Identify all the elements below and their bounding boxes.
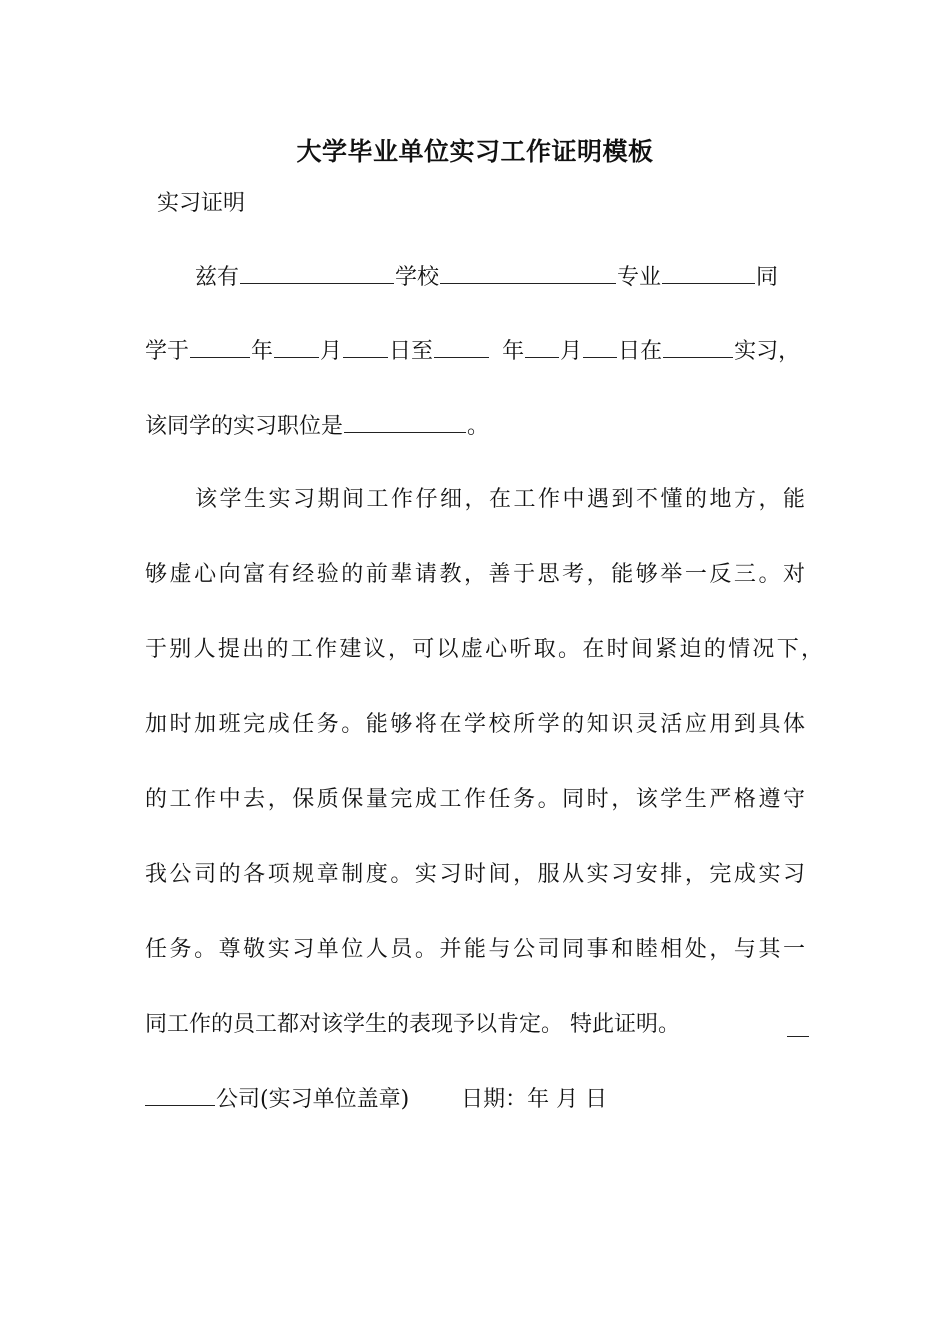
name-blank[interactable] — [240, 261, 394, 284]
paragraph-line-5: 的工作中去，保质保量完成工作任务。同时，该学生严格遵守 — [145, 787, 805, 812]
paragraph-line-1: 该学生实习期间工作仔细，在工作中遇到不懂的地方，能 — [195, 487, 805, 512]
intern-end-label: 实习， — [734, 339, 801, 364]
closing-text: 同工作的员工都对该学生的表现予以肯定。 特此证明。 — [145, 1012, 680, 1037]
paragraph-line-3: 于别人提出的工作建议，可以虚心听取。在时间紧迫的情况下， — [145, 637, 823, 662]
position-prefix: 该同学的实习职位是 — [145, 414, 344, 439]
day-at-label: 日在 — [618, 339, 663, 364]
month-label-2: 月 — [560, 339, 583, 364]
position-end: 。 — [467, 414, 490, 439]
fill-in-line-2 — [145, 335, 825, 367]
month-label: 月 — [320, 339, 343, 364]
start-year-blank[interactable] — [190, 335, 250, 358]
end-day-blank[interactable] — [583, 335, 617, 358]
school-blank[interactable] — [440, 261, 616, 284]
classmate-label: 同 — [756, 265, 779, 290]
fill-in-line-1 — [195, 261, 825, 293]
school-label: 学校 — [395, 265, 440, 290]
paragraph-line-2: 够虚心向富有经验的前辈请教，善于思考，能够举一反三。对 — [145, 562, 805, 587]
signature-line — [145, 1083, 825, 1115]
end-month-blank[interactable] — [525, 335, 559, 358]
end-year-blank[interactable] — [434, 335, 489, 358]
paragraph-line-4: 加时加班完成任务。能够将在学校所学的知识灵活应用到具体 — [145, 712, 805, 737]
document-subtitle: 实习证明 — [157, 191, 246, 216]
company-blank-start[interactable] — [787, 1014, 809, 1037]
start-month-blank[interactable] — [274, 335, 319, 358]
intro-prefix: 兹有 — [195, 265, 240, 290]
fill-in-line-3 — [145, 410, 825, 442]
date-label: 日期：年 月 日 — [461, 1087, 608, 1112]
start-day-blank[interactable] — [343, 335, 388, 358]
major-blank[interactable] — [662, 261, 755, 284]
closing-line — [145, 1010, 810, 1040]
major-label: 专业 — [617, 265, 662, 290]
year-label: 年 — [251, 339, 274, 364]
date-prefix: 学于 — [145, 339, 190, 364]
paragraph-line-7: 任务。尊敬实习单位人员。并能与公司同事和睦相处，与其一 — [145, 937, 805, 962]
year-label-2: 年 — [502, 339, 525, 364]
day-to-label: 日至 — [389, 339, 434, 364]
position-blank[interactable] — [344, 410, 466, 433]
company-blank[interactable] — [145, 1083, 215, 1106]
paragraph-line-6: 我公司的各项规章制度。实习时间，服从实习安排，完成实习 — [145, 862, 805, 887]
document-title: 大学毕业单位实习工作证明模板 — [296, 137, 654, 166]
company-stamp-label: 公司(实习单位盖章) — [216, 1087, 410, 1112]
company-blank-inline[interactable] — [663, 335, 733, 358]
